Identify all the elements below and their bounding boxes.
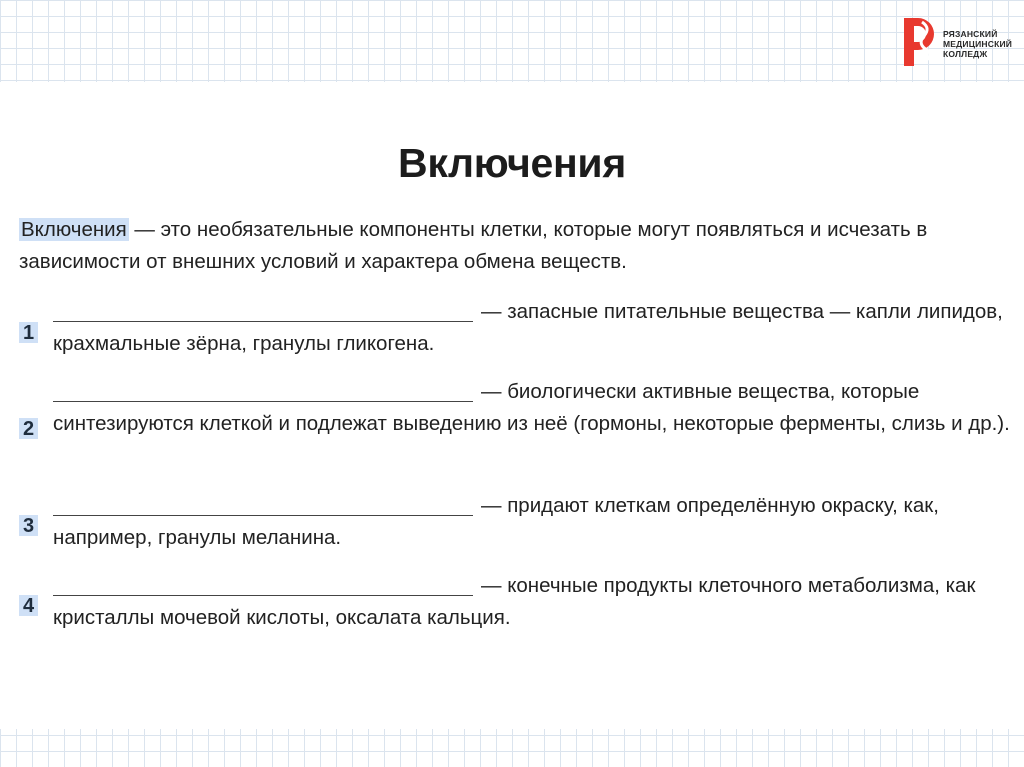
- item-text-container: [53, 296, 1013, 360]
- college-logo: [900, 16, 1013, 72]
- slide-title: Включения: [398, 140, 626, 186]
- intro-paragraph: [19, 214, 979, 278]
- grid-background-top: [0, 0, 1024, 82]
- item-number: 3: [19, 515, 38, 536]
- item-number: 1: [19, 322, 38, 343]
- answer-blank-line: [53, 594, 473, 596]
- item-number: 2: [19, 418, 38, 439]
- intro-text: — это необязательные компоненты клетки, которые могут появляться и исчезать в зависимости от внешних условий и характера обмена веществ.: [19, 218, 928, 273]
- item-text-container: [53, 570, 1013, 634]
- item-text: — придают клеткам определённую окраску, как, например, гранулы меланина.: [53, 494, 939, 549]
- logo-line: МЕДИЦИНСКИЙ: [943, 39, 1013, 49]
- logo-line: РЯЗАНСКИЙ: [943, 29, 998, 39]
- item-number: 4: [19, 595, 38, 616]
- highlighted-term: Включения: [21, 218, 127, 241]
- logo-text: [943, 29, 1012, 59]
- college-emblem-icon: [900, 16, 940, 68]
- answer-blank-line: [53, 514, 473, 516]
- answer-blank-line: [53, 400, 473, 402]
- answer-blank-line: [53, 320, 473, 322]
- grid-background-bottom: [0, 729, 1024, 767]
- item-text: — запасные питательные вещества — капли липидов, крахмальные зёрна, гранулы гликогена.: [53, 300, 1003, 355]
- item-text-container: [53, 376, 1013, 440]
- item-text: — биологически активные вещества, которые синтезируются клеткой и подлежат выведению из неё (гормоны, некоторые ферменты, слизь и др.).: [53, 380, 1010, 435]
- logo-line: КОЛЛЕДЖ: [943, 49, 988, 59]
- item-text: — конечные продукты клеточного метаболизма, как кристаллы мочевой кислоты, оксалата кальция.: [53, 574, 976, 629]
- item-text-container: [53, 490, 1013, 554]
